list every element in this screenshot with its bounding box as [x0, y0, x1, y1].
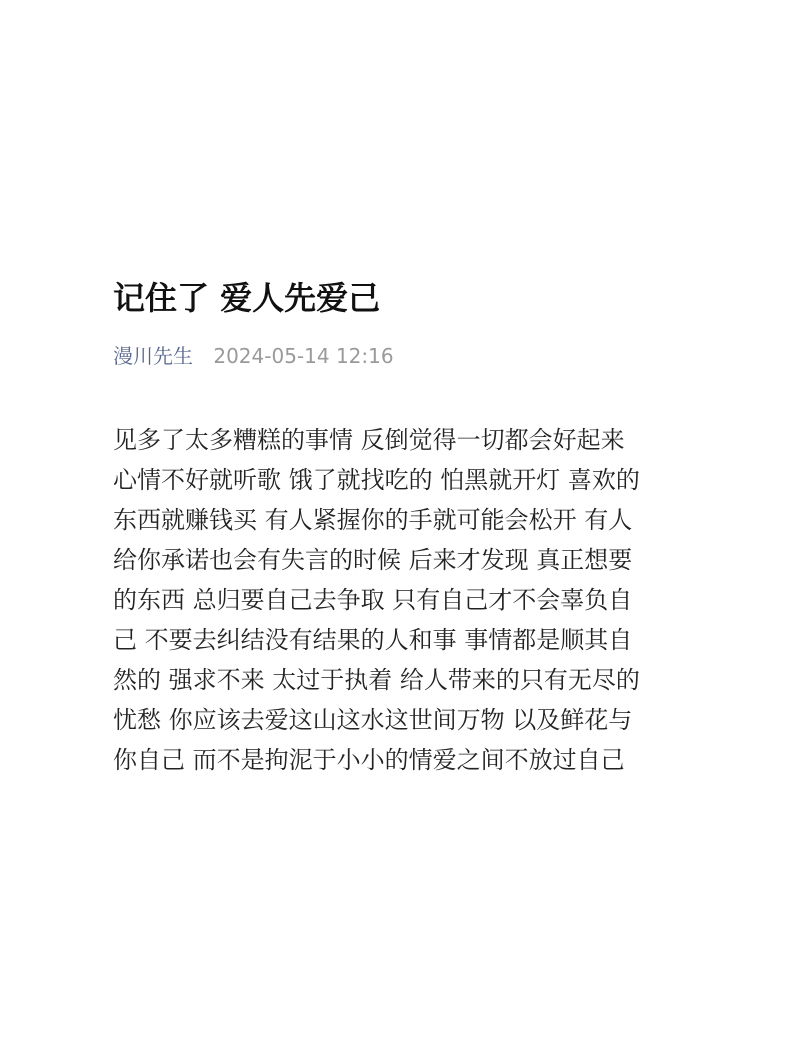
body-line-6: 己 不要去纠结没有结果的人和事 事情都是顺其自 [113, 626, 633, 654]
body-line-1: 见多了太多糟糕的事情 反倒觉得一切都会好起来 [113, 426, 625, 454]
body-line-5: 的东西 总归要自己去争取 只有自己才不会辜负自 [113, 586, 633, 614]
body-line-8: 忧愁 你应该去爱这山这水这世间万物 以及鲜花与 [113, 706, 633, 734]
body-line-7: 然的 强求不来 太过于执着 给人带来的只有无尽的 [113, 666, 640, 694]
article-title: 记住了 爱人先爱己 [113, 279, 381, 317]
publish-datetime: 2024-05-14 12:16 [213, 344, 394, 368]
author-name[interactable]: 漫川先生 [113, 344, 193, 368]
body-line-4: 给你承诺也会有失言的时候 后来才发现 真正想要 [113, 546, 633, 574]
body-line-9: 你自己 而不是拘泥于小小的情爱之间不放过自己 [113, 746, 625, 774]
body-line-3: 东西就赚钱买 有人紧握你的手就可能会松开 有人 [113, 506, 633, 534]
article-body [113, 420, 703, 780]
body-line-2: 心情不好就听歌 饿了就找吃的 怕黑就开灯 喜欢的 [113, 466, 640, 494]
article-meta [113, 340, 394, 372]
